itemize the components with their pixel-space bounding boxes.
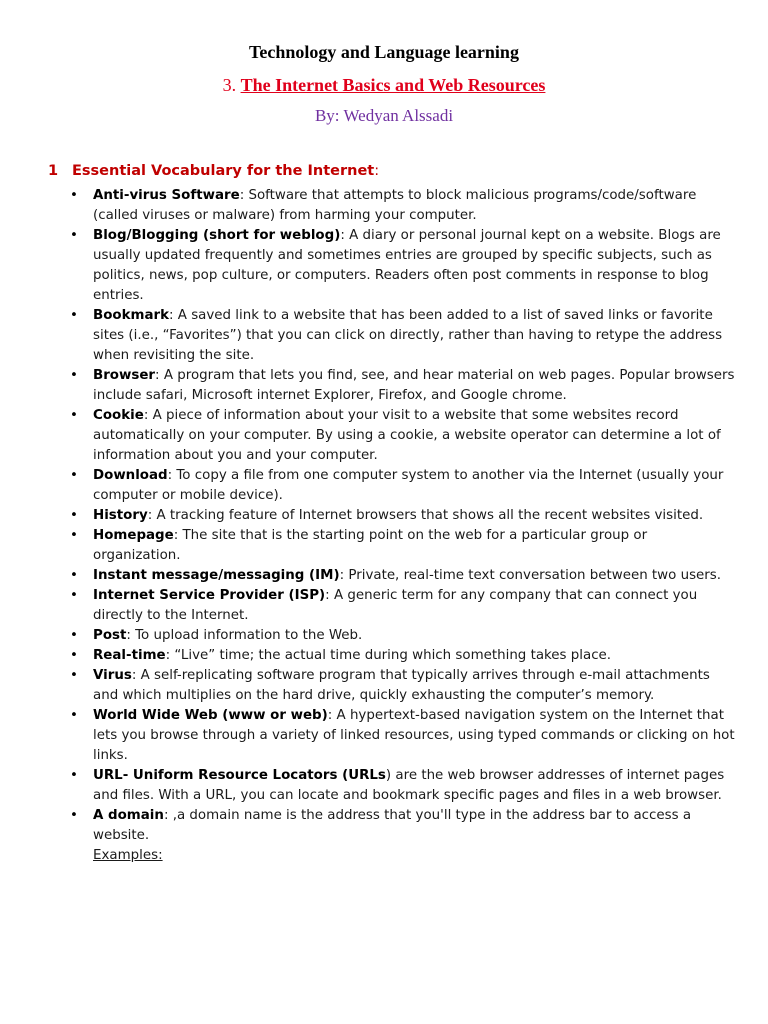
vocabulary-term: Instant message/messaging (IM)	[93, 568, 340, 583]
vocabulary-definition: : To upload information to the Web.	[126, 628, 363, 643]
vocabulary-definition: : A program that lets you find, see, and hear material on web pages. Popular browsers include safari, Microsoft internet Explorer, Firefox, and Google chrome.	[93, 368, 735, 403]
bullet-icon: •	[70, 708, 78, 723]
section-number: 1	[48, 163, 59, 179]
vocabulary-definition: : A piece of information about your visit to a website that some websites record automatically on your computer. By using a cookie, a website operator can determine a lot of information about you and your computer.	[93, 408, 721, 463]
vocabulary-item	[66, 186, 736, 226]
vocabulary-item	[66, 706, 736, 766]
vocabulary-definition: : A hypertext-based navigation system on the Internet that lets you browse through a variety of linked resources, using typed commands or clicking on hot links.	[93, 708, 735, 763]
vocabulary-definition: : Software that attempts to block malicious programs/code/software (called viruses or malware) from harming your computer.	[93, 188, 697, 223]
section-colon: :	[374, 163, 380, 179]
document-author: By: Wedyan Alssadi	[314, 106, 454, 125]
bullet-icon: •	[70, 808, 78, 823]
vocabulary-term: URL- Uniform Resource Locators (URLs	[93, 768, 386, 783]
vocabulary-item	[66, 406, 736, 466]
vocabulary-item	[66, 666, 736, 706]
vocabulary-definition: : A saved link to a website that has been added to a list of saved links or favorite sites (i.e., “Favorites”) that you can click on directly, rather than having to retype the address when revisiting the site.	[93, 308, 723, 363]
vocabulary-item	[66, 586, 736, 626]
bullet-icon: •	[70, 368, 78, 383]
document-title: Technology and Language learning	[249, 42, 519, 62]
section-heading	[48, 163, 379, 179]
vocabulary-definition: : A diary or personal journal kept on a website. Blogs are usually updated frequently and sometimes entries are grouped by specific subjects, such as politics, news, pop culture, or computers. Readers often post comments in response to blog entries.	[93, 228, 721, 303]
vocabulary-term: History	[93, 508, 148, 523]
vocabulary-term: Bookmark	[93, 308, 170, 323]
examples-label: Examples:	[93, 848, 163, 863]
bullet-icon: •	[70, 508, 78, 523]
bullet-icon: •	[70, 568, 78, 583]
vocabulary-item	[66, 766, 736, 806]
bullet-icon: •	[70, 468, 78, 483]
vocabulary-term: Homepage	[93, 528, 174, 543]
bullet-icon: •	[70, 588, 78, 603]
vocabulary-definition: : “Live” time; the actual time during which something takes place.	[165, 648, 612, 663]
bullet-icon: •	[70, 228, 78, 243]
subtitle-number: 3.	[222, 75, 237, 95]
vocabulary-item	[66, 366, 736, 406]
vocabulary-definition: : Private, real-time text conversation between two users.	[339, 568, 722, 583]
section-title: Essential Vocabulary for the Internet	[72, 163, 375, 179]
vocabulary-item	[66, 646, 736, 666]
vocabulary-definition: : A generic term for any company that can connect you directly to the Internet.	[93, 588, 698, 623]
bullet-icon: •	[70, 408, 78, 423]
bullet-icon: •	[70, 668, 78, 683]
vocabulary-item	[66, 806, 736, 866]
vocabulary-list	[66, 186, 736, 866]
bullet-icon: •	[70, 628, 78, 643]
vocabulary-item	[66, 226, 736, 306]
bullet-icon: •	[70, 528, 78, 543]
subtitle-text: The Internet Basics and Web Resources	[240, 75, 546, 95]
vocabulary-definition: ) are the web browser addresses of internet pages and files. With a URL, you can locate and bookmark specific pages and files in a web browser.	[93, 768, 725, 803]
vocabulary-item	[66, 526, 736, 566]
vocabulary-term: Internet Service Provider (ISP)	[93, 588, 326, 603]
vocabulary-term: Cookie	[93, 408, 144, 423]
bullet-icon: •	[70, 308, 78, 323]
vocabulary-item	[66, 566, 736, 586]
vocabulary-item	[66, 466, 736, 506]
vocabulary-term: Post	[93, 628, 127, 643]
bullet-icon: •	[70, 188, 78, 203]
vocabulary-definition: : A self-replicating software program that typically arrives through e-mail attachments and which multiplies on the hard drive, quickly exhausting the computer’s memory.	[93, 668, 710, 703]
bullet-icon: •	[70, 648, 78, 663]
vocabulary-term: Blog/Blogging (short for weblog)	[93, 228, 341, 243]
vocabulary-term: Browser	[93, 368, 156, 383]
vocabulary-definition: : The site that is the starting point on the web for a particular group or organization.	[93, 528, 648, 563]
vocabulary-term: Real-time	[93, 648, 166, 663]
vocabulary-term: A domain	[93, 808, 164, 823]
vocabulary-definition: : A tracking feature of Internet browsers that shows all the recent websites visited.	[147, 508, 704, 523]
vocabulary-item	[66, 626, 736, 646]
vocabulary-term: Download	[93, 468, 168, 483]
vocabulary-term: Virus	[93, 668, 132, 683]
vocabulary-item	[66, 506, 736, 526]
vocabulary-term: World Wide Web (www or web)	[93, 708, 328, 723]
vocabulary-item	[66, 306, 736, 366]
bullet-icon: •	[70, 768, 78, 783]
vocabulary-definition: : To copy a file from one computer system to another via the Internet (usually your computer or mobile device).	[93, 468, 724, 503]
document-subtitle	[0, 75, 768, 96]
vocabulary-definition: : ,a domain name is the address that you'll type in the address bar to access a website.	[93, 808, 692, 843]
vocabulary-term: Anti-virus Software	[93, 188, 240, 203]
